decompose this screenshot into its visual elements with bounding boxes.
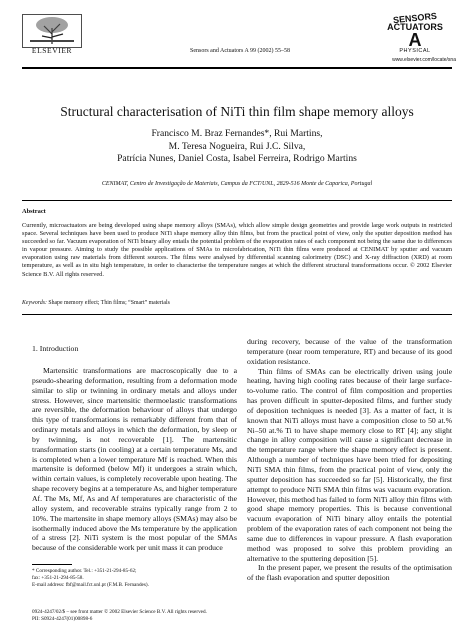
brand-letter: A [408,30,422,50]
footnote-line-1: * Corresponding author. Tel.: +351-21-294-85-62; [32,568,137,574]
brand-line-actuators: ACTUATORS [387,22,443,32]
keywords-label: Keywords: [22,300,47,306]
publisher-name: ELSEVIER [31,46,73,55]
author-line-2: M. Teresa Nogueira, Rui J.C. Silva, [168,140,306,152]
section-heading-introduction: 1. Introduction [32,344,79,353]
footnote-email: E-mail address: fbf@mail.fct.unl.pt (F.M.B. Fernandes). [32,582,149,588]
publisher-logo [22,14,82,54]
body-column-left [32,366,237,553]
body-column-right [247,337,452,583]
elsevier-tree-icon [22,14,82,48]
journal-website: www.elsevier.com/locate/sna [392,57,456,63]
journal-citation: Sensors and Actuators A 99 (2002) 55–58 [190,48,290,54]
article-title: Structural characterisation of NiTi thin film shape memory alloys [60,104,414,119]
intro-paragraph-2: Thin films of SMAs can be electrically driven using joule heating, having high cooling rates because of their large surface-to-volume ratio. The control of film composition and properties has proven difficult in sputter-deposited films, and further study of deposition techniques is needed [3]. As a matter of fact, it is known that NiTi alloys must have a composition close to 50 at.% Ni–50 at.% Ti to have shape memory close to RT [4]; any slight change in alloy composition will cause a significant decrease in the temperature range where the shape memory effect is present. Although a number of techniques have been tried for depositing NiTi SMA thin films, from the practical point of view, only the sputter deposition has succeeded so far [5]. Historically, the first attempt to produce NiTi SMA thin films was vacuum evaporation. However, this method has failed to form NiTi alloy thin films with good shape memory properties. This is because conventional vacuum evaporation of NiTi binary alloy entails the potential problem of the evaporation rates of each component not being the same due to differences in vapour pressure. A flash evaporation method was proposed to solve this problem providing an alternative to the sputtering deposition [5]. [247,366,452,563]
page-footer [32,609,207,623]
abstract-top-rule [22,200,452,201]
intro-paragraph-continued: during recovery, because of the value of the transformation temperature (near room temperature, RT) and because of its good oxidation resistance. [247,337,452,366]
footer-copyright: 0924-4247/02/$ – see front matter © 2002 Elsevier Science B.V. All rights reserved. [32,609,207,615]
brand-line-sensors: SENSORS [392,10,438,26]
footnote-line-2: fax: +351-21-294-85-58. [32,575,84,581]
brand-line-physical: PHYSICAL [399,48,431,54]
journal-brand-logo [380,10,450,54]
affiliation: CENIMAT, Centro de Investigação de Materiais, Campus da FCT/UNL, 2829-516 Monte de Caparica, Portugal [101,181,373,187]
author-line-1: Francisco M. Braz Fernandes*, Rui Martins, [151,128,323,139]
footer-pii: PII: S0924-4247(01)00898-6 [32,615,93,622]
intro-paragraph-1: Martensitic transformations are macroscopically due to a pseudo-shearing deformation, resulting from a deformation mode similar to slip or twinning in ordinary metals and alloys under stress. However, since martensitic thermoelastic transformations are reversible, the deformation behaviour of alloys that undergo this type of transformations is remarkably different from that of ordinary metals and alloys in which the deformation, by sleep or by twinning, is not recoverable [1]. The martensitic transformation starts (in cooling) at a certain temperature Ms, and is completed when a lower temperature Mf is reached. When this martensite is deformed (below Mf) it undergoes a strain which, within certain values, is completely recoverable upon heating. The shape recovery begins at a temperature As, and higher temperature Af. The Ms, Mf, As and Af temperatures are characteristic of the alloy system, and recoverable strains typically range from 2 to 10%. The martensite in shape memory alloys (SMAs) may also be isothermally induced above the Ms temperature by the application of a stress [2]. NiTi system is the most popular of the SMAs because of the considerable work per unit mass it can produce [32,366,237,553]
abstract-bottom-rule [22,314,452,315]
abstract-text: Currently, microactuators are being developed using shape memory alloys (SMAs), which allow simple design geometries and provide large work outputs in restricted space. Several techniques have been used to produce NiTi shape memory alloy thin films, but from the practical point of view, only the sputter deposition method has succeeded so far. Vacuum evaporation of NiTi binary alloy entails the potential problem of the evaporation rates of each component not being the same due to differences in vapour pressure. Aiming to study the possible applications of SMAs to microfabrication, NiTi thin films were produced at CENIMAT by sputter and vacuum evaporation using raw materials from different sources. The films were analysed by differential scanning calorimetry (DSC) and X-ray diffraction (XRD) at room temperature, as well as in situ high temperature, in order to characterise the temperature ranges at which the different structural transformations occur. © 2002 Elsevier Science B.V. All rights reserved. [22,222,452,278]
footnote [32,568,242,589]
keywords [22,300,452,306]
author-list [22,128,452,166]
author-line-3: Patrícia Nunes, Daniel Costa, Isabel Ferreira, Rodrigo Martins [117,153,357,165]
keywords-text: Shape memory effect; Thin films; “Smart” materials [48,300,170,306]
footnote-rule [32,564,72,565]
header-rule [22,67,452,69]
abstract-heading: Abstract [22,208,46,215]
intro-paragraph-3: In the present paper, we present the results of the optimisation of the flash evaporation and sputter deposition [247,563,452,583]
